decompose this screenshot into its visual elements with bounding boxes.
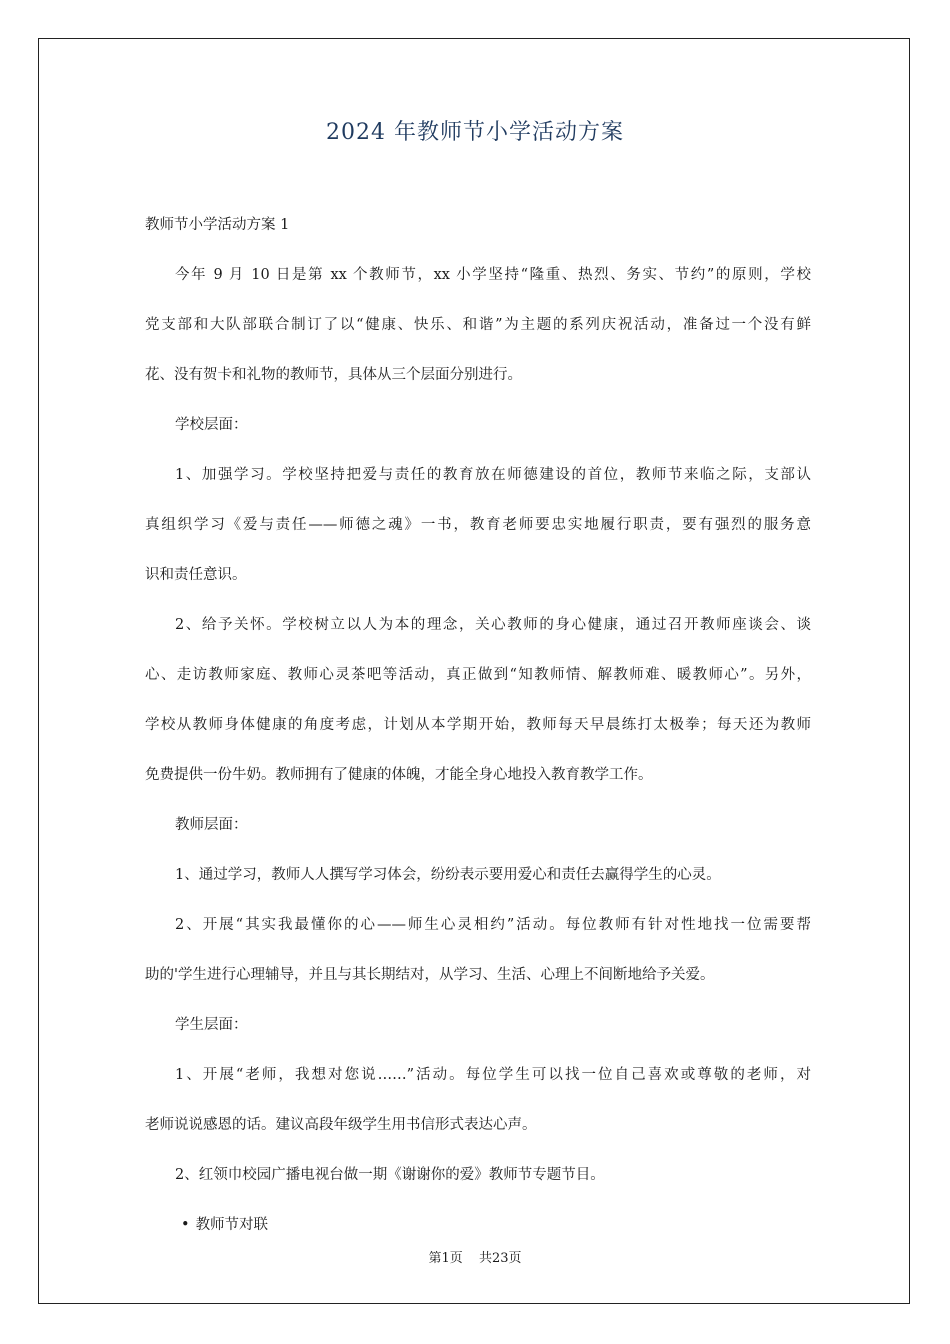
subsection-heading: 教师层面： — [175, 817, 248, 833]
page-footer — [0, 1247, 950, 1266]
section-heading: 教师节小学活动方案 1 — [145, 217, 290, 233]
page-number: 第1页 — [428, 1251, 463, 1266]
paragraph-line: 老师说说感恩的话。建议高段年级学生用书信形式表达心声。 — [145, 1117, 537, 1133]
paragraph-line: 今年 9 月 10 日是第 xx 个教师节，xx 小学坚持“隆重、热烈、务实、节约”的原则，学校 — [175, 267, 811, 283]
page-total: 共23页 — [478, 1251, 522, 1266]
document-title: 2024 年教师节小学活动方案 — [326, 120, 624, 145]
paragraph-line: 识和责任意识。 — [145, 567, 247, 583]
paragraph-line: 2、给予关怀。学校树立以人为本的理念，关心教师的身心健康，通过召开教师座谈会、谈 — [175, 617, 811, 633]
paragraph-line: 花、没有贺卡和礼物的教师节，具体从三个层面分别进行。 — [145, 367, 522, 383]
paragraph-line: 2、红领巾校园广播电视台做一期《谢谢你的爱》教师节专题节目。 — [175, 1167, 605, 1183]
subsection-heading: 学校层面： — [175, 417, 248, 433]
document-body — [145, 200, 811, 1250]
paragraph-line: 免费提供一份牛奶。教师拥有了健康的体魄，才能全身心地投入教育教学工作。 — [145, 767, 653, 783]
paragraph-line: 1、通过学习，教师人人撰写学习体会，纷纷表示要用爱心和责任去赢得学生的心灵。 — [175, 867, 721, 883]
paragraph-line: 1、加强学习。学校坚持把爱与责任的教育放在师德建设的首位，教师节来临之际，支部认 — [175, 467, 811, 483]
bullet-item — [145, 1200, 811, 1250]
subsection-heading: 学生层面： — [175, 1017, 248, 1033]
bullet-icon: • — [181, 1217, 190, 1233]
paragraph-line: 心、走访教师家庭、教师心灵茶吧等活动，真正做到“知教师情、解教师难、暖教师心”。另外， — [145, 667, 811, 683]
paragraph-line: 学校从教师身体健康的角度考虑，计划从本学期开始，教师每天早晨练打太极拳；每天还为教师 — [145, 717, 811, 733]
paragraph-line: 2、开展“其实我最懂你的心——师生心灵相约”活动。每位教师有针对性地找一位需要帮 — [175, 917, 811, 933]
paragraph-line: 1、开展“老师，我想对您说……”活动。每位学生可以找一位自己喜欢或尊敬的老师，对 — [175, 1067, 811, 1083]
paragraph-line: 真组织学习《爱与责任——师德之魂》一书，教育老师要忠实地履行职责，要有强烈的服务意 — [145, 517, 811, 533]
paragraph-line: 党支部和大队部联合制订了以“健康、快乐、和谐”为主题的系列庆祝活动，准备过一个没有鲜 — [145, 317, 811, 333]
bullet-text: 教师节对联 — [195, 1217, 269, 1233]
paragraph-line: 助的'学生进行心理辅导，并且与其长期结对，从学习、生活、心理上不间断地给予关爱。 — [145, 967, 715, 983]
